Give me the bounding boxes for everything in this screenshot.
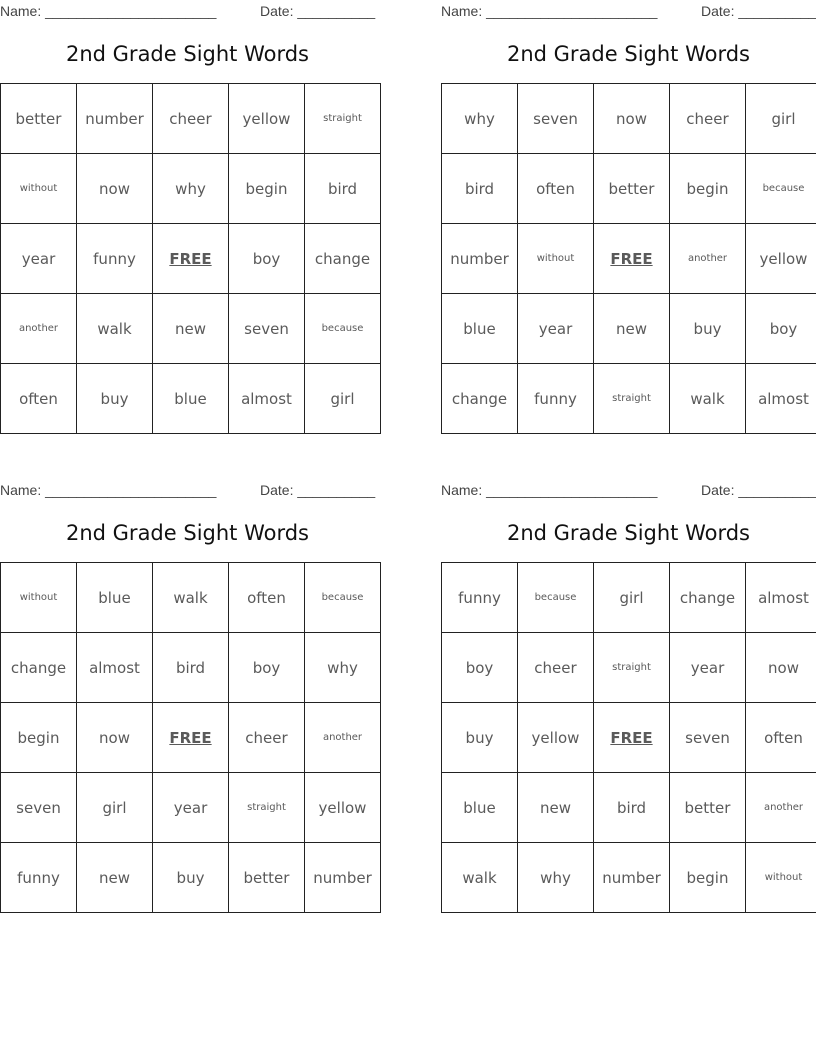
bingo-cell: walk bbox=[153, 563, 229, 633]
bingo-cell: another bbox=[305, 703, 381, 773]
bingo-cell: buy bbox=[77, 364, 153, 434]
bingo-cell: why bbox=[305, 633, 381, 703]
bingo-cell: girl bbox=[746, 84, 816, 154]
bingo-cell: now bbox=[746, 633, 816, 703]
bingo-cell: because bbox=[305, 294, 381, 364]
bingo-cell: number bbox=[77, 84, 153, 154]
grid-row bbox=[1, 84, 381, 154]
bingo-cell: blue bbox=[442, 773, 518, 843]
bingo-cell: another bbox=[746, 773, 816, 843]
bingo-cell: because bbox=[305, 563, 381, 633]
bingo-cell: begin bbox=[1, 703, 77, 773]
grid-row bbox=[442, 154, 816, 224]
card-title: 2nd Grade Sight Words bbox=[506, 521, 750, 545]
bingo-cell: walk bbox=[442, 843, 518, 913]
name-field: Name: ______________________ bbox=[441, 482, 658, 498]
card-title: 2nd Grade Sight Words bbox=[65, 42, 309, 66]
grid-row bbox=[442, 843, 816, 913]
free-space: FREE bbox=[594, 224, 670, 294]
bingo-cell: better bbox=[229, 843, 305, 913]
bingo-cell: boy bbox=[442, 633, 518, 703]
bingo-cell: seven bbox=[670, 703, 746, 773]
bingo-cell: change bbox=[1, 633, 77, 703]
bingo-grid bbox=[0, 83, 381, 434]
bingo-cell: change bbox=[670, 563, 746, 633]
bingo-cell: blue bbox=[153, 364, 229, 434]
grid-row bbox=[442, 364, 816, 434]
bingo-cell: without bbox=[1, 563, 77, 633]
bingo-cell: number bbox=[442, 224, 518, 294]
bingo-cell: boy bbox=[229, 633, 305, 703]
bingo-cell: blue bbox=[77, 563, 153, 633]
bingo-cell: seven bbox=[1, 773, 77, 843]
bingo-cell: now bbox=[77, 703, 153, 773]
grid-row bbox=[1, 843, 381, 913]
bingo-cell: because bbox=[746, 154, 816, 224]
date-field: Date: __________ bbox=[260, 3, 376, 19]
bingo-cell: funny bbox=[442, 563, 518, 633]
bingo-cell: girl bbox=[305, 364, 381, 434]
bingo-cell: new bbox=[518, 773, 594, 843]
bingo-cell: number bbox=[594, 843, 670, 913]
bingo-cell: better bbox=[670, 773, 746, 843]
bingo-cell: bird bbox=[305, 154, 381, 224]
grid-row bbox=[1, 633, 381, 703]
bingo-cell: begin bbox=[670, 154, 746, 224]
grid-row bbox=[442, 703, 816, 773]
bingo-cell: new bbox=[153, 294, 229, 364]
bingo-cell: buy bbox=[442, 703, 518, 773]
bingo-cell: cheer bbox=[518, 633, 594, 703]
bingo-card-3 bbox=[0, 479, 375, 910]
grid-row bbox=[442, 633, 816, 703]
grid-row bbox=[442, 84, 816, 154]
grid-row bbox=[1, 563, 381, 633]
date-field: Date: __________ bbox=[701, 3, 816, 19]
bingo-cell: yellow bbox=[305, 773, 381, 843]
bingo-cell: why bbox=[518, 843, 594, 913]
free-space: FREE bbox=[153, 224, 229, 294]
name-field: Name: ______________________ bbox=[0, 3, 217, 19]
bingo-cell: without bbox=[518, 224, 594, 294]
bingo-cell: another bbox=[670, 224, 746, 294]
bingo-cell: year bbox=[1, 224, 77, 294]
bingo-cell: yellow bbox=[746, 224, 816, 294]
bingo-grid bbox=[441, 562, 816, 913]
bingo-cell: straight bbox=[594, 633, 670, 703]
bingo-cell: new bbox=[77, 843, 153, 913]
bingo-cell: change bbox=[442, 364, 518, 434]
bingo-cell: cheer bbox=[670, 84, 746, 154]
bingo-cell: blue bbox=[442, 294, 518, 364]
bingo-cell: another bbox=[1, 294, 77, 364]
bingo-grid bbox=[441, 83, 816, 434]
bingo-cell: year bbox=[670, 633, 746, 703]
bingo-cell: year bbox=[518, 294, 594, 364]
bingo-cell: new bbox=[594, 294, 670, 364]
bingo-cell: now bbox=[77, 154, 153, 224]
grid-row bbox=[1, 703, 381, 773]
bingo-cell: cheer bbox=[153, 84, 229, 154]
bingo-cell: seven bbox=[229, 294, 305, 364]
name-date-row bbox=[441, 481, 816, 499]
bingo-cell: year bbox=[153, 773, 229, 843]
bingo-cell: bird bbox=[442, 154, 518, 224]
name-field: Name: ______________________ bbox=[0, 482, 217, 498]
bingo-cell: funny bbox=[1, 843, 77, 913]
bingo-cell: often bbox=[1, 364, 77, 434]
grid-row bbox=[1, 773, 381, 843]
bingo-cell: boy bbox=[229, 224, 305, 294]
bingo-cell: without bbox=[746, 843, 816, 913]
bingo-cell: without bbox=[1, 154, 77, 224]
bingo-cell: begin bbox=[229, 154, 305, 224]
bingo-cell: walk bbox=[77, 294, 153, 364]
bingo-cell: almost bbox=[77, 633, 153, 703]
card-title: 2nd Grade Sight Words bbox=[65, 521, 309, 545]
bingo-cell: often bbox=[229, 563, 305, 633]
bingo-cell: cheer bbox=[229, 703, 305, 773]
date-field: Date: __________ bbox=[701, 482, 816, 498]
bingo-cell: better bbox=[1, 84, 77, 154]
grid-row bbox=[1, 224, 381, 294]
bingo-cell: buy bbox=[153, 843, 229, 913]
bingo-cell: straight bbox=[594, 364, 670, 434]
grid-row bbox=[1, 364, 381, 434]
grid-row bbox=[442, 563, 816, 633]
bingo-cell: yellow bbox=[229, 84, 305, 154]
bingo-grid bbox=[0, 562, 381, 913]
bingo-card-1 bbox=[0, 0, 375, 431]
name-date-row bbox=[441, 2, 816, 20]
bingo-cell: almost bbox=[746, 364, 816, 434]
bingo-cell: number bbox=[305, 843, 381, 913]
bingo-cell: begin bbox=[670, 843, 746, 913]
bingo-card-2 bbox=[441, 0, 816, 431]
grid-row bbox=[1, 154, 381, 224]
bingo-cell: funny bbox=[518, 364, 594, 434]
date-field: Date: __________ bbox=[260, 482, 376, 498]
bingo-cell: straight bbox=[229, 773, 305, 843]
bingo-cell: girl bbox=[594, 563, 670, 633]
bingo-cell: walk bbox=[670, 364, 746, 434]
bingo-cell: better bbox=[594, 154, 670, 224]
bingo-cell: bird bbox=[153, 633, 229, 703]
bingo-cell: funny bbox=[77, 224, 153, 294]
bingo-cell: boy bbox=[746, 294, 816, 364]
bingo-cell: why bbox=[442, 84, 518, 154]
bingo-cell: girl bbox=[77, 773, 153, 843]
free-space: FREE bbox=[594, 703, 670, 773]
bingo-cell: because bbox=[518, 563, 594, 633]
bingo-cell: often bbox=[746, 703, 816, 773]
bingo-cell: bird bbox=[594, 773, 670, 843]
bingo-cell: change bbox=[305, 224, 381, 294]
bingo-card-4 bbox=[441, 479, 816, 910]
bingo-cell: yellow bbox=[518, 703, 594, 773]
bingo-cell: straight bbox=[305, 84, 381, 154]
bingo-cell: now bbox=[594, 84, 670, 154]
grid-row bbox=[1, 294, 381, 364]
bingo-cell: almost bbox=[746, 563, 816, 633]
grid-row bbox=[442, 294, 816, 364]
bingo-cell: often bbox=[518, 154, 594, 224]
card-title: 2nd Grade Sight Words bbox=[506, 42, 750, 66]
name-field: Name: ______________________ bbox=[441, 3, 658, 19]
bingo-cell: almost bbox=[229, 364, 305, 434]
name-date-row bbox=[0, 481, 375, 499]
bingo-cell: seven bbox=[518, 84, 594, 154]
grid-row bbox=[442, 773, 816, 843]
free-space: FREE bbox=[153, 703, 229, 773]
bingo-cell: buy bbox=[670, 294, 746, 364]
bingo-cell: why bbox=[153, 154, 229, 224]
name-date-row bbox=[0, 2, 375, 20]
grid-row bbox=[442, 224, 816, 294]
